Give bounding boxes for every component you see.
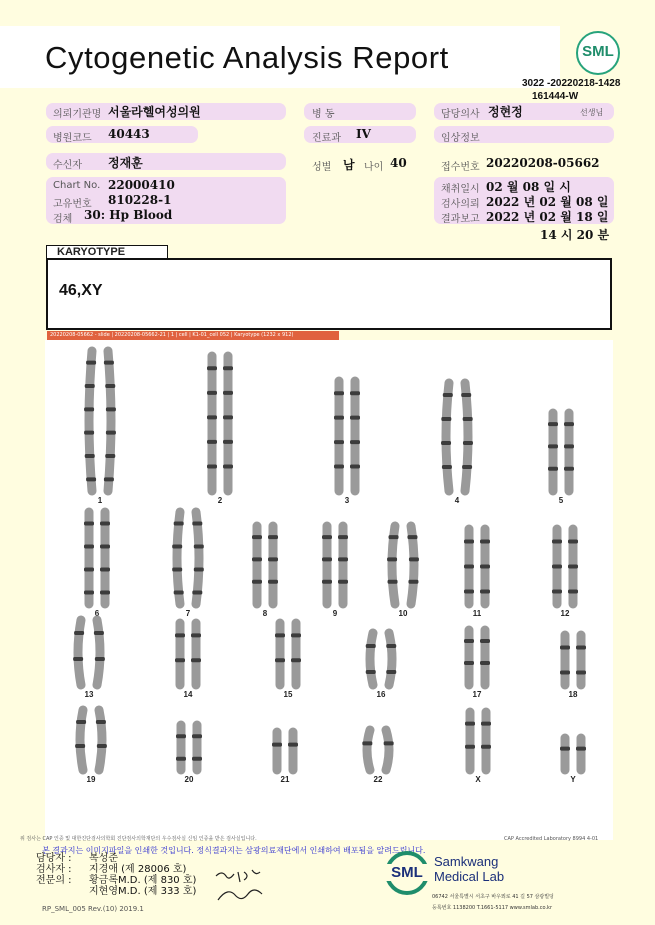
report-code-line2: 161444-W (532, 91, 579, 102)
chromosome-pair (73, 620, 105, 685)
report-label: 결과보고 (441, 214, 480, 225)
collect-value: 02 월 08 일 시 (486, 180, 571, 194)
recipient-label: 수신자 (53, 160, 82, 171)
chromosome-number: 18 (568, 690, 578, 699)
karyogram-panel (45, 340, 613, 840)
request-label: 검사의뢰 (441, 199, 480, 210)
unique-id-value: 810228-1 (108, 193, 172, 207)
chromosome-number: 19 (86, 775, 96, 784)
chromosome-pair (441, 383, 473, 491)
receipt-value: 20220208-05662 (486, 156, 600, 170)
chromosome-pair (75, 710, 107, 770)
doctor-suffix: 선생님 (580, 108, 604, 117)
staff-role: 담당자 : (36, 853, 72, 864)
report-title: Cytogenetic Analysis Report (45, 40, 449, 75)
report-value: 2022 년 02 월 18 일 (486, 210, 609, 224)
chromosome-number: 1 (97, 496, 103, 505)
dept-label: 진료과 (312, 133, 341, 144)
chromosome-pair (272, 732, 298, 770)
chromosome-pair (84, 512, 110, 604)
hospital-value: 서울라헬여성의원 (108, 105, 201, 119)
chromosome-pair (334, 381, 360, 491)
chromosome-pair (387, 526, 419, 604)
lab-name-line1: Samkwang (434, 854, 499, 869)
chromosome-pair (275, 623, 301, 685)
image-caption-bar: 20220208-05662 - slide | 20220208-05662-21 | 1 | cell | K1-01_cell 052 | Karyotype (1232 x 912) (47, 331, 339, 340)
print-notice: 본 결과지는 이미지파일을 인쇄한 것입니다. 정식결과지는 삼광의료재단에서 인쇄하여 배포됨을 알려드립니다. (42, 846, 426, 855)
chromosome-number: 16 (376, 690, 386, 699)
report-time: 14 시 20 분 (540, 228, 610, 242)
dept-value: IV (356, 127, 371, 141)
chromosome-pair (172, 512, 204, 604)
samkwang-logo-text: SML (385, 864, 429, 881)
chromosome-number: 14 (183, 690, 193, 699)
hospital-label: 의뢰기관명 (53, 109, 102, 120)
chromosome-pair (84, 351, 116, 491)
recipient-value: 정재훈 (108, 156, 143, 170)
karyotype-value: 46,XY (59, 282, 103, 299)
form-id: RP_SML_005 Rev.(10) 2019.1 (42, 905, 144, 913)
collect-label: 채취일시 (441, 184, 480, 195)
lab-name (434, 854, 504, 884)
lab-contact: 등록번호 1138200 T.1661-5117 www.smlab.co.kr (432, 905, 553, 911)
clinical-label: 임상정보 (441, 133, 480, 144)
age-label: 나이 (364, 162, 384, 173)
sex-value: 남 (343, 158, 355, 172)
lab-address: 06742 서울특별시 서초구 바우뫼로 41 길 57 삼광빌딩 (432, 894, 554, 900)
chromosome-number: Y (570, 775, 576, 784)
chromosome-pair (362, 730, 393, 770)
chromosome-number: 6 (94, 609, 100, 618)
specimen-label: 검체 (53, 214, 73, 225)
chromosome-number: 15 (283, 690, 293, 699)
ward-label: 병 동 (312, 109, 335, 120)
chromosome-pair (560, 738, 586, 770)
doctor-label: 담당의사 (441, 109, 480, 120)
chromosome-number: 11 (472, 609, 482, 618)
chromosome-pair (176, 725, 202, 770)
karyotype-box (46, 258, 612, 330)
chromosome-number: 12 (560, 609, 570, 618)
signature-icon (212, 866, 266, 904)
chromosome-number: 20 (184, 775, 194, 784)
chromosome-number: 7 (185, 609, 191, 618)
report-code-line1: 3022 -20220218-1428 (522, 78, 621, 89)
chromosome-number: 5 (558, 496, 564, 505)
specimen-value: 30: Hp Blood (84, 208, 173, 222)
staff-role: 검사자 : (36, 864, 72, 875)
chromosome-pair (366, 633, 397, 685)
chromosome-number: 3 (344, 496, 350, 505)
chromosome-pair (207, 356, 233, 491)
receipt-label: 접수번호 (441, 162, 480, 173)
karyotype-label: KARYOTYPE (46, 245, 168, 258)
lab-name-line2: Medical Lab (434, 869, 505, 884)
chromosome-number: 2 (217, 496, 223, 505)
chromosome-pair (464, 529, 490, 604)
age-value: 40 (390, 156, 407, 170)
staff-name: 황금록M.D. (제 830 호) (89, 875, 197, 886)
chromosome-number: 10 (398, 609, 408, 618)
karyogram-image (45, 340, 613, 840)
request-value: 2022 년 02 월 08 일 (486, 195, 609, 209)
chart-label: Chart No. (53, 180, 101, 191)
hospcode-value: 40443 (108, 127, 150, 141)
recipient-field (46, 153, 286, 170)
chromosome-pair (464, 630, 490, 685)
chromosome-number: 8 (262, 609, 268, 618)
chromosome-pair (548, 413, 574, 491)
doctor-value: 정현정 (488, 105, 523, 119)
chromosome-pair (552, 529, 578, 604)
chromosome-number: 17 (472, 690, 482, 699)
chart-value: 22000410 (108, 178, 175, 192)
sex-label: 성별 (312, 162, 332, 173)
staff-name: 복성준 (89, 853, 118, 864)
chromosome-number: 4 (454, 496, 460, 505)
chromosome-number: 9 (332, 609, 338, 618)
chromosome-pair (322, 526, 348, 604)
chromosome-pair (252, 526, 278, 604)
chromosome-pair (175, 623, 201, 685)
hospcode-label: 병원코드 (53, 133, 92, 144)
staff-name: 지현영M.D. (제 333 호) (89, 886, 197, 897)
chromosome-pair (465, 712, 491, 770)
chromosome-number: 21 (280, 775, 290, 784)
chromosome-number: 22 (373, 775, 383, 784)
unique-id-label: 고유번호 (53, 199, 92, 210)
cap-accreditation: CAP Accredited Laboratory 8994 4-01 (504, 836, 599, 842)
accreditation-notice: 위 검사는 CAP 인증 및 대한진단검사의학회 진단검사의학재단의 우수검사실 신임 인증을 받은 검사실입니다. (20, 836, 257, 842)
chromosome-number: 13 (84, 690, 94, 699)
chromosome-pair (560, 635, 586, 685)
staff-name: 지경애 (제 28006 호) (89, 864, 187, 875)
staff-role: 전문의 : (36, 875, 72, 886)
sml-logo-icon: SML (576, 31, 620, 75)
chromosome-number: X (475, 775, 481, 784)
